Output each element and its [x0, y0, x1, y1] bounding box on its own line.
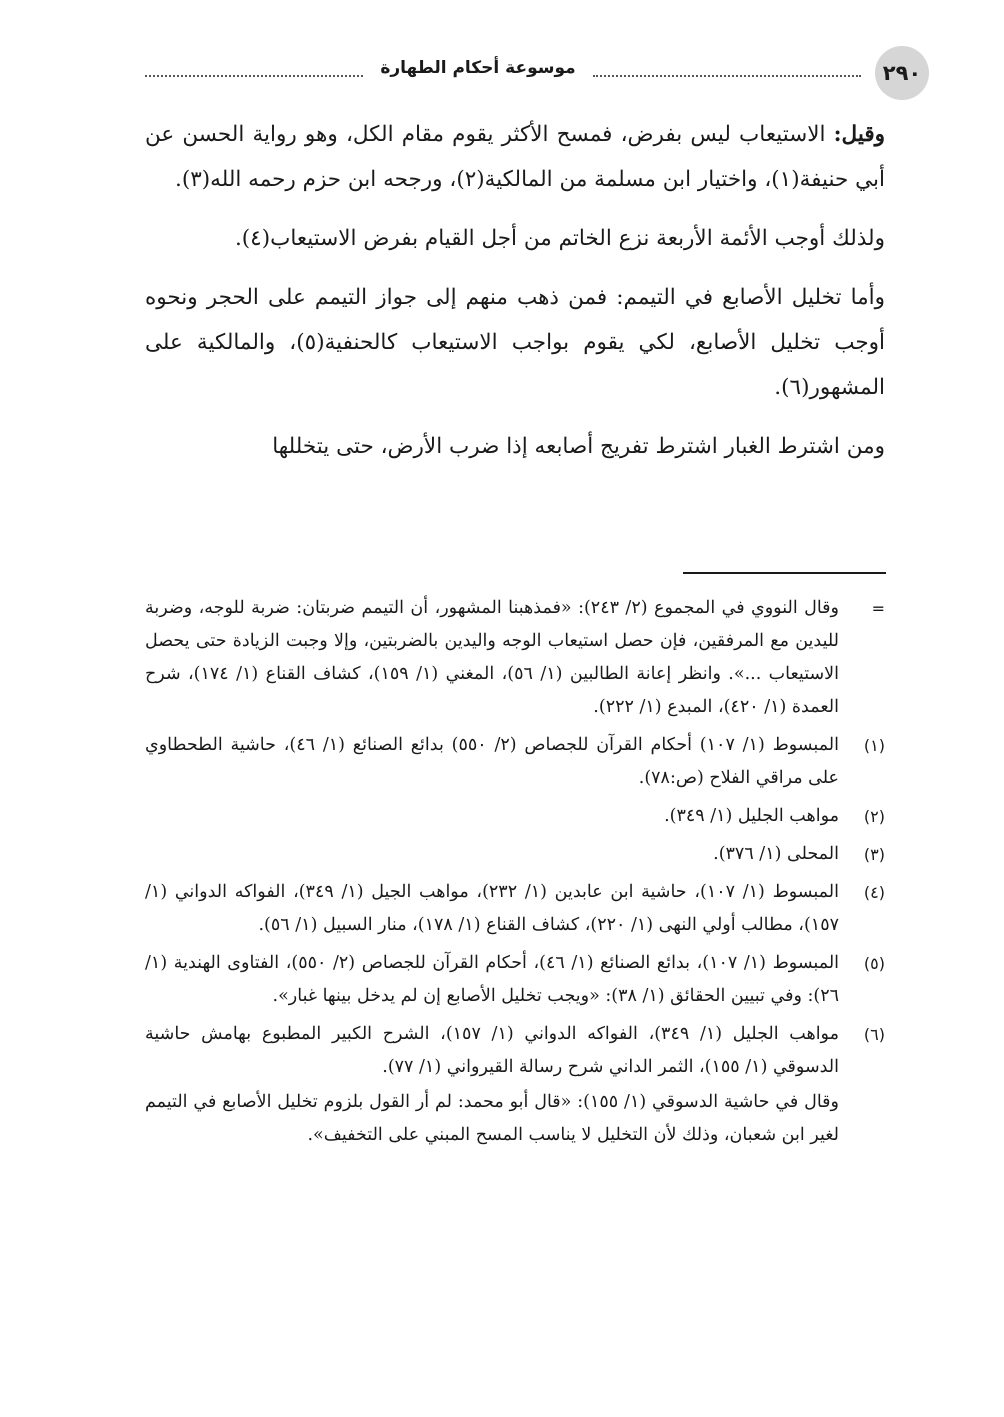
- footnote-marker: (٣): [863, 845, 885, 864]
- paragraph-1-text: الاستيعاب ليس بفرض، فمسح الأكثر يقوم مقام الكل، وهو رواية الحسن عن أبي حنيفة(١)، واختيار ابن مسلمة من المالكية(٢)، ورجحه ابن حزم رحمه الله(٣).: [145, 122, 885, 192]
- footnote-text: مواهب الجليل (١/ ٣٤٩).: [664, 806, 839, 826]
- footnote-1: [145, 729, 885, 795]
- footnote-4: [145, 876, 885, 942]
- footnote-marker: (٢): [863, 807, 885, 826]
- main-text: [145, 112, 885, 483]
- footnote-5: [145, 947, 885, 1013]
- header-dotted-rule-left: [145, 75, 363, 77]
- paragraph-1-lead: وقيل:: [833, 122, 885, 147]
- footnotes: [145, 592, 885, 1152]
- footnote-text: وقال النووي في المجموع (٢/ ٢٤٣): «فمذهبنا المشهور، أن التيمم ضربتان: ضربة للوجه، وضربة لليدين مع المرفقين، فإن حصل استيعاب الوجه واليدين بالضربتين، وإلا وجبت الزيادة حتى يحصل الاستيعاب ...». وانظر إعانة الطالبين (١/ ٥٦)، المغني (١/ ١٥٩)، كشاف القناع (١/ ١٧٤)، شرح العمدة (١/ ٤٢٠)، المبدع (١/ ٢٢٢).: [145, 598, 839, 717]
- footnote-marker: =: [871, 599, 885, 618]
- footnote-separator: [683, 572, 886, 574]
- footnote-text: المبسوط (١/ ١٠٧)، حاشية ابن عابدين (١/ ٢٣٢)، مواهب الجيل (١/ ٣٤٩)، الفواكه الدواني (١/ ١٥٧)، مطالب أولي النهى (١/ ٢٢٠)، كشاف القناع (١/ ١٧٨)، منار السبيل (١/ ٥٦).: [145, 882, 839, 935]
- page-number: ٢٩٠: [875, 46, 929, 100]
- paragraph-1: [145, 112, 885, 202]
- paragraph-4: ومن اشترط الغبار اشترط تفريج أصابعه إذا ضرب الأرض، حتى يتخللها: [272, 434, 885, 459]
- footnote-3: [145, 838, 885, 871]
- footnote-text: مواهب الجليل (١/ ٣٤٩)، الفواكه الدواني (١/ ١٥٧)، الشرح الكبير المطبوع بهامش حاشية الدسوقي (١/ ١٥٥)، الثمر الداني شرح رسالة القيرواني (١/ ٧٧).: [145, 1024, 839, 1077]
- running-title: موسوعة أحكام الطهارة: [380, 58, 576, 78]
- page-header: [145, 46, 922, 102]
- header-dotted-rule-right: [593, 75, 861, 77]
- footnote-marker: (٦): [863, 1025, 885, 1044]
- paragraph-2: ولذلك أوجب الأئمة الأربعة نزع الخاتم من أجل القيام بفرض الاستيعاب(٤).: [234, 226, 885, 251]
- footnote-6-continuation: وقال في حاشية الدسوقي (١/ ١٥٥): «قال أبو محمد: لم أر القول بلزوم تخليل الأصابع في التيمم لغير ابن شعبان، وذلك لأن التخليل لا يناسب المسح المبني على التخفيف».: [145, 1092, 840, 1145]
- footnote-2: [145, 800, 885, 833]
- footnote-6: [145, 1018, 885, 1084]
- footnote-marker: (٤): [863, 883, 885, 902]
- paragraph-3: وأما تخليل الأصابع في التيمم: فمن ذهب منهم إلى جواز التيمم على الحجر ونحوه أوجب تخليل الأصابع، لكي يقوم بواجب الاستيعاب كالحنفية(٥)، والمالكية على المشهور(٦).: [145, 285, 885, 400]
- footnote-text: المبسوط (١/ ١٠٧) أحكام القرآن للجصاص (٢/ ٥٥٠) بدائع الصنائع (١/ ٤٦)، حاشية الطحطاوي على مراقي الفلاح (ص:٧٨).: [145, 735, 840, 788]
- footnote-marker: (١): [863, 736, 885, 755]
- footnote-continued: [145, 592, 885, 724]
- footnote-marker: (٥): [863, 954, 885, 973]
- footnote-text: المحلى (١/ ٣٧٦).: [713, 844, 839, 864]
- footnote-text: المبسوط (١/ ١٠٧)، بدائع الصنائع (١/ ٤٦)، أحكام القرآن للجصاص (٢/ ٥٥٠)، الفتاوى الهندية (١/ ٢٦): وفي تبيين الحقائق (١/ ٣٨): «ويجب تخليل الأصابع إن لم يدخل بينها غبار».: [145, 953, 840, 1006]
